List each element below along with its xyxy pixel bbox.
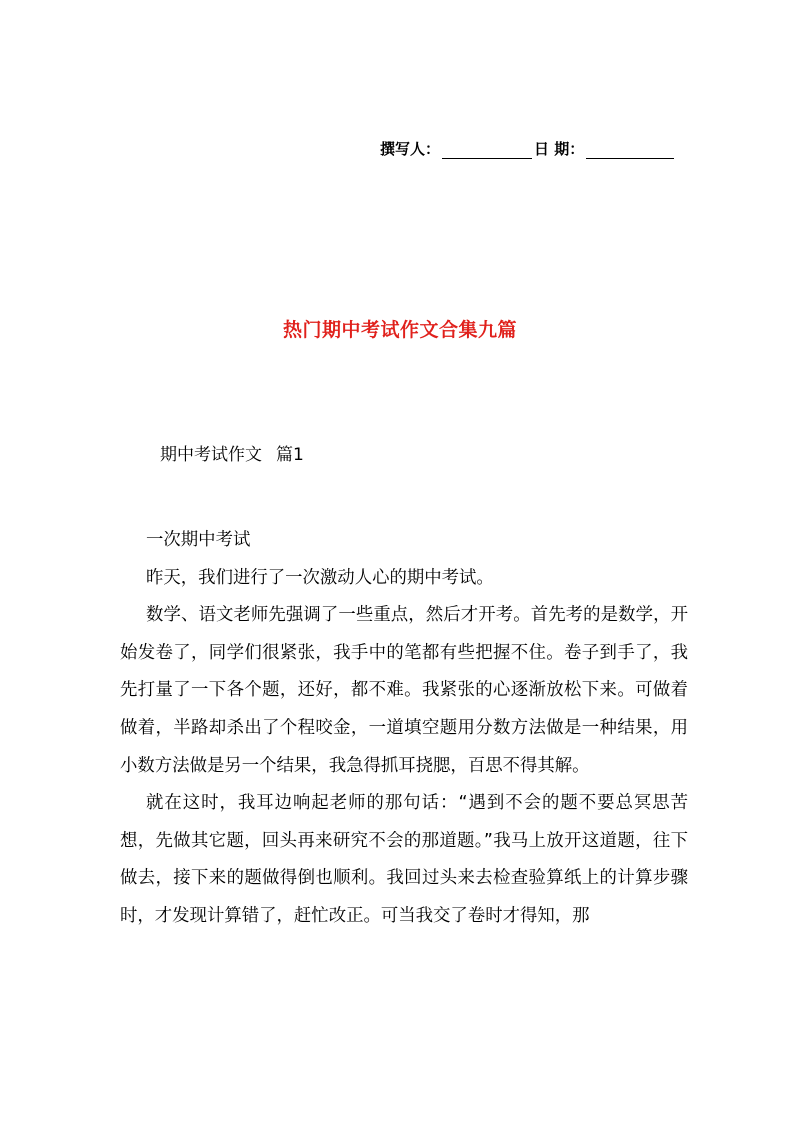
paragraph: 昨天，我们进行了一次激动人心的期中考试。: [146, 567, 494, 588]
paragraph: 数学、语文老师先强调了一些重点，然后才开考。首先考的是数学，开始发卷了，同学们很紧张，我手中的笔都有些把握不住。卷子到手了，我先打量了一下各个题，还好，都不难。我紧张的心逐渐放松下来。可做着做着，半路却杀出了个程咬金，一道填空题用分数方法做是一种结果，用小数方法做是另一个结果，我急得抓耳挠腮，百思不得其解。: [120, 605, 688, 776]
author-blank: [442, 143, 532, 159]
author-label: 撰写人：: [380, 140, 441, 158]
date-label: 日 期：: [534, 140, 585, 158]
date-blank: [586, 143, 674, 159]
document-title: 热门期中考试作文合集九篇: [282, 319, 517, 341]
body-text: [120, 522, 688, 936]
section-heading-text: 期中考试作文: [160, 445, 262, 465]
header-line: [380, 138, 676, 159]
paragraph: 就在这时，我耳边响起老师的那句话：“遇到不会的题不要总冥思苦想，先做其它题，回头再来研究不会的那道题。”我马上放开这道题，往下做去，接下来的题做得倒也顺利。我回过头来去检查验算纸上的计算步骤时，才发现计算错了，赶忙改正。可当我交了卷时才得知，那: [120, 793, 688, 926]
section-heading: [160, 440, 304, 465]
paragraph-subtitle: 一次期中考试: [146, 530, 251, 550]
section-number: 篇1: [276, 445, 304, 465]
